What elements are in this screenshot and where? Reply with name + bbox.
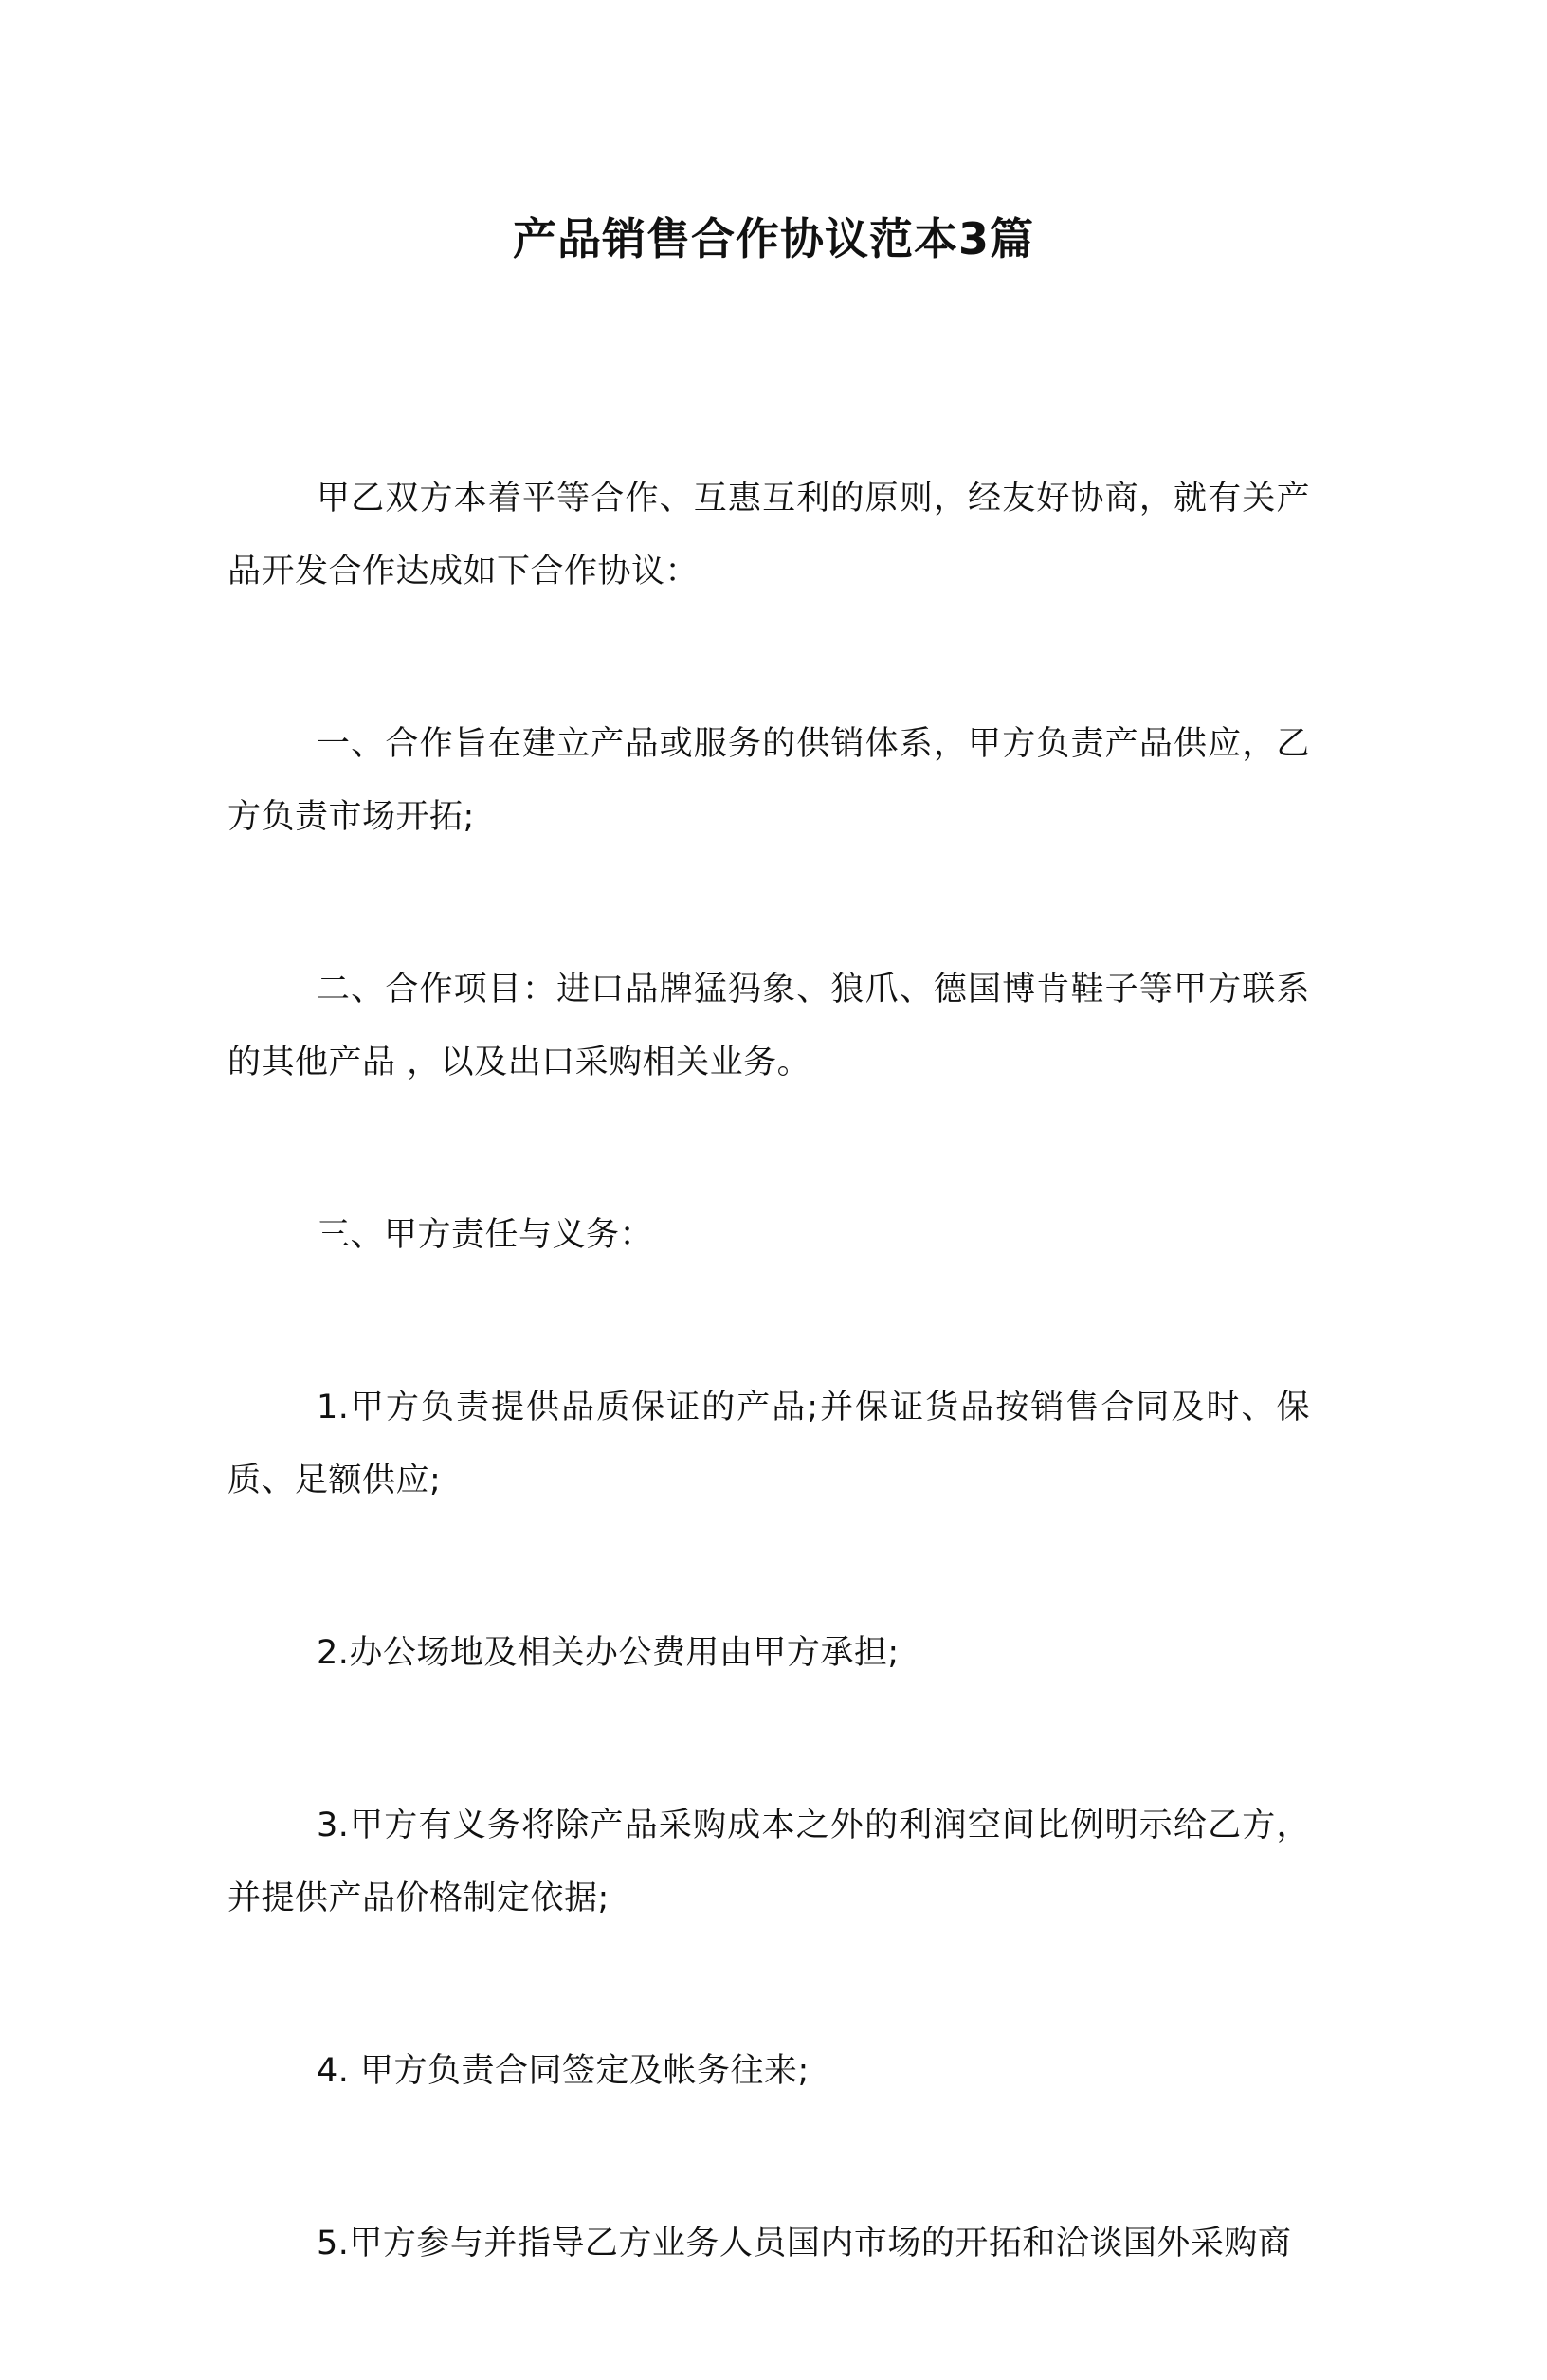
clause-3-item-5: 5.甲方参与并指导乙方业务人员国内市场的开拓和洽谈国外采购商	[317, 2225, 1292, 2262]
document-body	[228, 463, 1310, 2380]
clause-3-item-2: 2.办公场地及相关办公费用由甲方承担;	[317, 1634, 900, 1672]
clause-3-item-1: 1.甲方负责提供品质保证的产品;并保证货品按销售合同及时、保质、足额供应;	[228, 1389, 1310, 1499]
intro-paragraph: 甲乙双方本着平等合作、互惠互利的原则，经友好协商，就有关产品开发合作达成如下合作协议：	[228, 480, 1310, 590]
document-title: 产品销售合作协议范本3篇	[512, 213, 1034, 264]
clause-3-heading: 三、甲方责任与义务：	[317, 1216, 654, 1254]
clause-1-paragraph: 一、合作旨在建立产品或服务的供销体系，甲方负责产品供应，乙方负责市场开拓;	[228, 725, 1310, 836]
clause-3-item-3: 3.甲方有义务将除产品采购成本之外的利润空间比例明示给乙方，并提供产品价格制定依据;	[228, 1807, 1310, 1917]
clause-2-paragraph: 二、合作项目：进口品牌猛犸象、狼爪、德国博肯鞋子等甲方联系的其他产品 ，以及出口采购相关业务。	[228, 971, 1310, 1081]
clause-3-item-4: 4. 甲方负责合同签定及帐务往来;	[317, 2052, 810, 2090]
